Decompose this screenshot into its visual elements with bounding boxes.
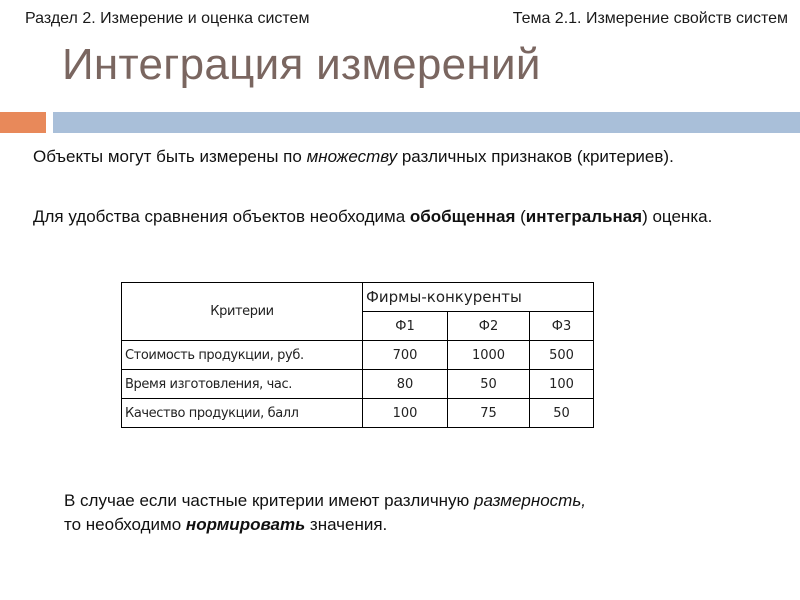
table-cell: 1000: [448, 341, 530, 370]
p3-emphasis-dimension: размерность,: [474, 491, 586, 510]
p1-emphasis: множеству: [306, 147, 398, 166]
slide-title: Интеграция измерений: [62, 40, 541, 89]
section-header: Раздел 2. Измерение и оценка систем: [25, 10, 310, 27]
p3-text-2: то необходимо: [64, 515, 186, 534]
p3-text: В случае если частные критерии имеют различную: [64, 491, 475, 510]
table-cell: 75: [448, 399, 530, 428]
table-cell: 50: [530, 399, 594, 428]
table-cell: 50: [448, 370, 530, 399]
table-cell: 100: [363, 399, 448, 428]
accent-bar-orange: [0, 112, 46, 133]
paragraph-normalization: [64, 489, 764, 537]
accent-bar-blue: [53, 112, 800, 133]
firms-header-cell: Фирмы-конкуренты: [363, 283, 594, 312]
p3-text-end: значения.: [305, 515, 388, 534]
p1-text-end: различных признаков (критериев).: [397, 147, 674, 166]
paragraph-comparison: [33, 205, 773, 229]
p2-bold-integral: интегральная: [525, 207, 643, 226]
table-cell: 700: [363, 341, 448, 370]
row-label: Время изготовления, час.: [122, 370, 363, 399]
firm-col-2: Ф2: [448, 312, 530, 341]
row-label: Качество продукции, балл: [122, 399, 363, 428]
table-row: [122, 341, 594, 370]
p2-text: Для удобства сравнения объектов необходима: [33, 207, 410, 226]
table-row: [122, 399, 594, 428]
firm-col-3: Ф3: [530, 312, 594, 341]
criteria-header-cell: Критерии: [122, 283, 363, 341]
paragraph-objects: [33, 145, 773, 169]
table-cell: 500: [530, 341, 594, 370]
p2-bold-generalized: обобщенная: [409, 207, 516, 226]
topic-header: Тема 2.1. Измерение свойств систем: [512, 10, 788, 27]
table-row: [122, 370, 594, 399]
table-header-row: [122, 283, 594, 312]
table-cell: 100: [530, 370, 594, 399]
table-cell: 80: [363, 370, 448, 399]
criteria-table: [121, 282, 594, 428]
p2-paren: (: [515, 207, 526, 226]
row-label: Стоимость продукции, руб.: [122, 341, 363, 370]
p3-emphasis-normalize: нормировать: [185, 515, 306, 534]
p1-text: Объекты могут быть измерены по: [33, 147, 307, 166]
p2-text-end: ) оценка.: [642, 207, 713, 226]
firm-col-1: Ф1: [363, 312, 448, 341]
